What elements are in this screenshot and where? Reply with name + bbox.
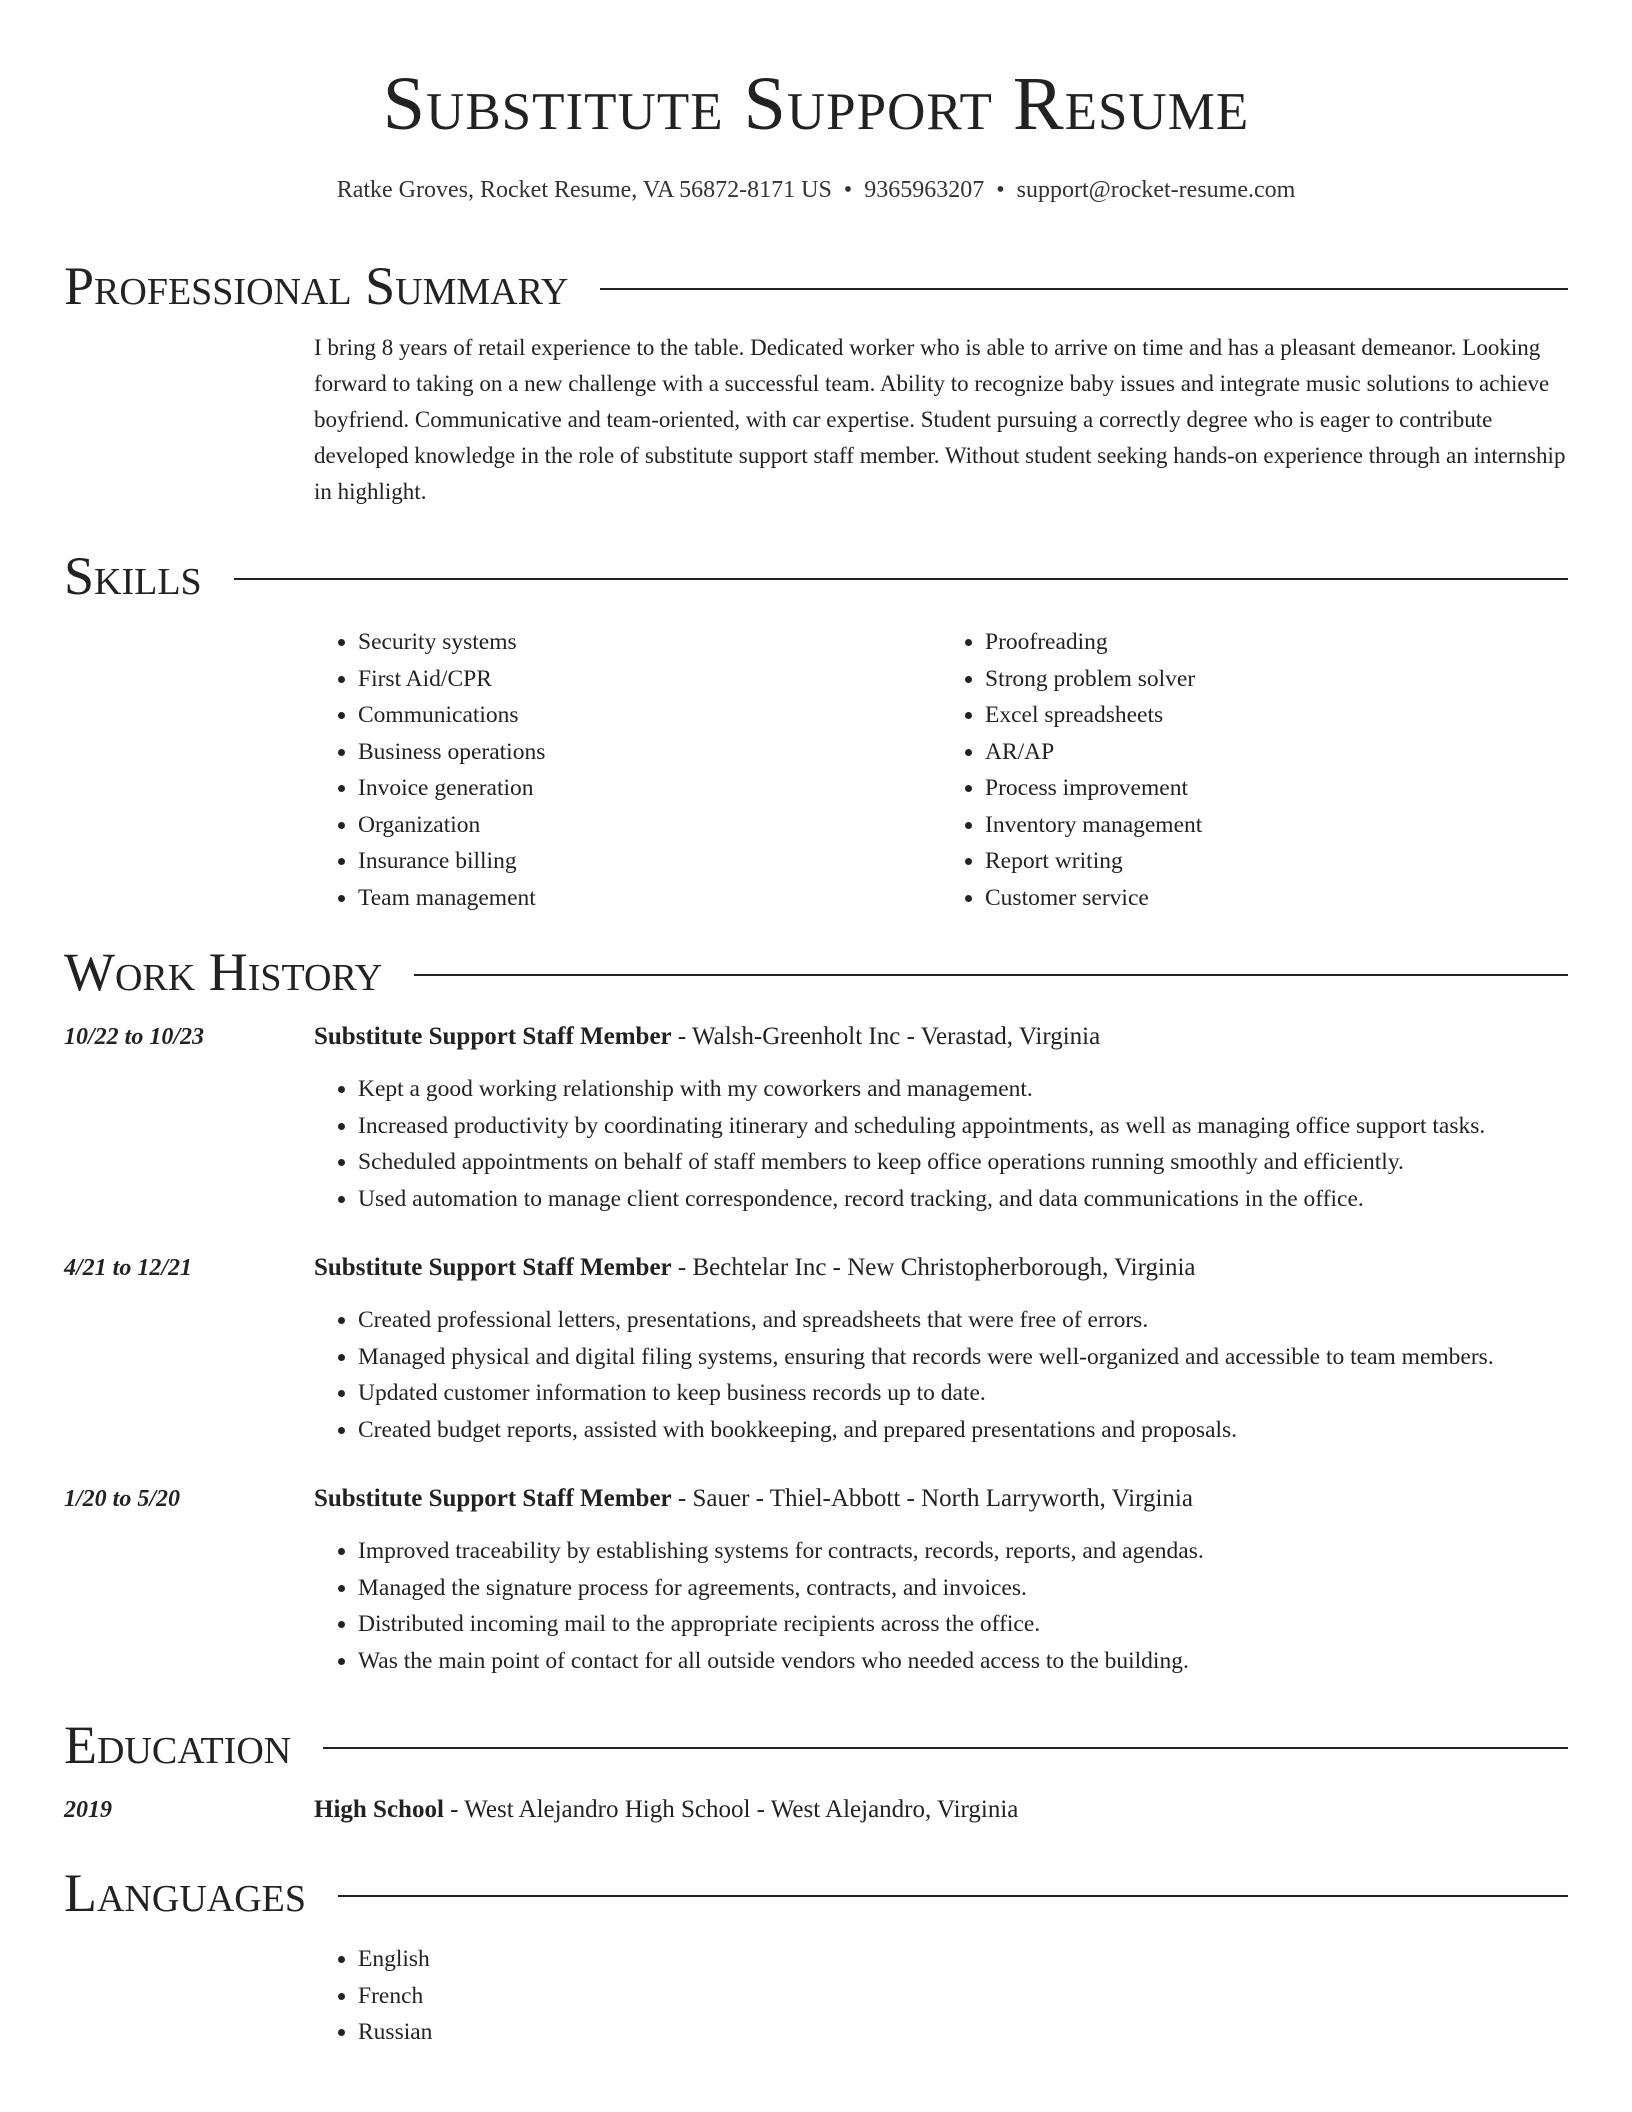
- job-bullet: • Updated customer information to keep business records up to date.: [358, 1375, 1568, 1412]
- skills-section: [64, 540, 1568, 916]
- job-title: Substitute Support Staff Member: [314, 1023, 672, 1050]
- job-bullet: • Created professional letters, presentations, and spreadsheets that were free of errors.: [358, 1302, 1568, 1339]
- skill-item: • First Aid/CPR: [358, 661, 941, 698]
- skill-item: • Proofreading: [985, 624, 1568, 661]
- contact-address: Ratke Groves, Rocket Resume, VA 56872-8171 US: [336, 177, 832, 203]
- languages-heading: Languages: [64, 1863, 306, 1923]
- job-entry: [64, 1019, 1568, 1217]
- job-details: - Sauer - Thiel-Abbott - North Larryworth, Virginia: [671, 1485, 1193, 1512]
- summary-section: [64, 250, 1568, 510]
- languages-section: [64, 1857, 1568, 2051]
- education-details: - West Alejandro High School - West Alejandro, Virginia: [443, 1796, 1019, 1823]
- language-item: • French: [358, 1978, 1568, 2015]
- skill-item: • Strong problem solver: [985, 661, 1568, 698]
- job-bullet: • Kept a good working relationship with my coworkers and management.: [358, 1071, 1568, 1108]
- job-bullets: [314, 1533, 1568, 1679]
- job-entry: [64, 1250, 1568, 1448]
- skill-item: • Process improvement: [985, 770, 1568, 807]
- skill-item: • Team management: [358, 880, 941, 917]
- education-section: [64, 1709, 1568, 1828]
- summary-header: [64, 250, 1568, 322]
- job-heading: [314, 1250, 1568, 1286]
- skill-item: • Inventory management: [985, 807, 1568, 844]
- education-heading: Education: [64, 1715, 292, 1775]
- skill-item: • Insurance billing: [358, 843, 941, 880]
- skill-item: • Communications: [358, 697, 941, 734]
- summary-heading: Professional Summary: [64, 256, 569, 316]
- job-dates: 4/21 to 12/21: [64, 1255, 193, 1281]
- job-dates: 10/22 to 10/23: [64, 1024, 205, 1050]
- section-divider: [338, 1895, 1568, 1897]
- skill-item: • Excel spreadsheets: [985, 697, 1568, 734]
- summary-text: I bring 8 years of retail experience to the table. Dedicated worker who is able to arrive on time and has a pleasant demeanor. Looking forward to taking on a new challenge with a successful team. Ability to recognize baby issues and integrate music solutions to achieve boyfriend. Communicative and team-oriented, with car expertise. Student pursuing a correctly degree who is eager to contribute developed knowledge in the role of substitute support staff member. Without student seeking hands-on experience through an internship in highlight.: [314, 335, 1566, 504]
- languages-body: [314, 1941, 1568, 2051]
- job-dates: 1/20 to 5/20: [64, 1486, 181, 1512]
- contact-separator: •: [996, 177, 1005, 203]
- language-item: • English: [358, 1941, 1568, 1978]
- job-bullets: [314, 1302, 1568, 1448]
- job-bullet: • Improved traceability by establishing systems for contracts, records, reports, and agendas.: [358, 1533, 1568, 1570]
- skills-heading: Skills: [64, 546, 202, 606]
- contact-phone: 9365963207: [864, 177, 985, 203]
- job-heading: [314, 1481, 1568, 1517]
- skills-left-list: [314, 624, 941, 916]
- skill-item: • Business operations: [358, 734, 941, 771]
- education-year: 2019: [64, 1797, 112, 1823]
- job-heading: [314, 1019, 1568, 1055]
- education-entry: [64, 1792, 1568, 1828]
- skill-item: • Security systems: [358, 624, 941, 661]
- languages-header: [64, 1857, 1568, 1929]
- work-history-section: [64, 936, 1568, 1008]
- job-bullet: • Managed the signature process for agreements, contracts, and invoices.: [358, 1570, 1568, 1607]
- job-bullet: • Used automation to manage client correspondence, record tracking, and data communications in the office.: [358, 1181, 1568, 1218]
- education-header: [64, 1709, 1568, 1781]
- job-bullet: • Distributed incoming mail to the appropriate recipients across the office.: [358, 1606, 1568, 1643]
- job-bullet: • Was the main point of contact for all outside vendors who needed access to the building.: [358, 1643, 1568, 1680]
- job-details: - Bechtelar Inc - New Christopherborough, Virginia: [671, 1254, 1196, 1281]
- language-item: • Russian: [358, 2014, 1568, 2051]
- job-bullet: • Managed physical and digital filing systems, ensuring that records were well-organized and accessible to team members.: [358, 1339, 1568, 1376]
- job-bullet: • Created budget reports, assisted with bookkeeping, and prepared presentations and proposals.: [358, 1412, 1568, 1449]
- contact-separator: •: [843, 177, 853, 203]
- work-history-header: [64, 936, 1568, 1008]
- skills-right-list: [941, 624, 1568, 916]
- skills-columns: [314, 624, 1568, 916]
- job-title: Substitute Support Staff Member: [314, 1485, 672, 1512]
- skill-item: • Invoice generation: [358, 770, 941, 807]
- resume-title: Substitute Support Resume: [382, 62, 1250, 146]
- contact-email: support@rocket-resume.com: [1016, 177, 1296, 203]
- education-degree: High School: [314, 1796, 444, 1823]
- job-bullet: • Scheduled appointments on behalf of staff members to keep office operations running smoothly and efficiently.: [358, 1144, 1568, 1181]
- section-divider: [323, 1747, 1568, 1749]
- contact-line: [0, 172, 1632, 208]
- skills-header: [64, 540, 1568, 612]
- languages-list: [314, 1941, 1568, 2051]
- skill-item: • Organization: [358, 807, 941, 844]
- skill-item: • AR/AP: [985, 734, 1568, 771]
- education-heading-line: [314, 1792, 1568, 1828]
- section-divider: [234, 578, 1568, 580]
- job-bullet: • Increased productivity by coordinating itinerary and scheduling appointments, as well as managing office support tasks.: [358, 1108, 1568, 1145]
- work-history-heading: Work History: [64, 942, 383, 1002]
- skill-item: • Customer service: [985, 880, 1568, 917]
- job-title: Substitute Support Staff Member: [314, 1254, 672, 1281]
- section-divider: [600, 288, 1568, 290]
- job-entry: [64, 1481, 1568, 1679]
- job-details: - Walsh-Greenholt Inc - Verastad, Virginia: [671, 1023, 1101, 1050]
- job-bullets: [314, 1071, 1568, 1217]
- skill-item: • Report writing: [985, 843, 1568, 880]
- section-divider: [414, 974, 1568, 976]
